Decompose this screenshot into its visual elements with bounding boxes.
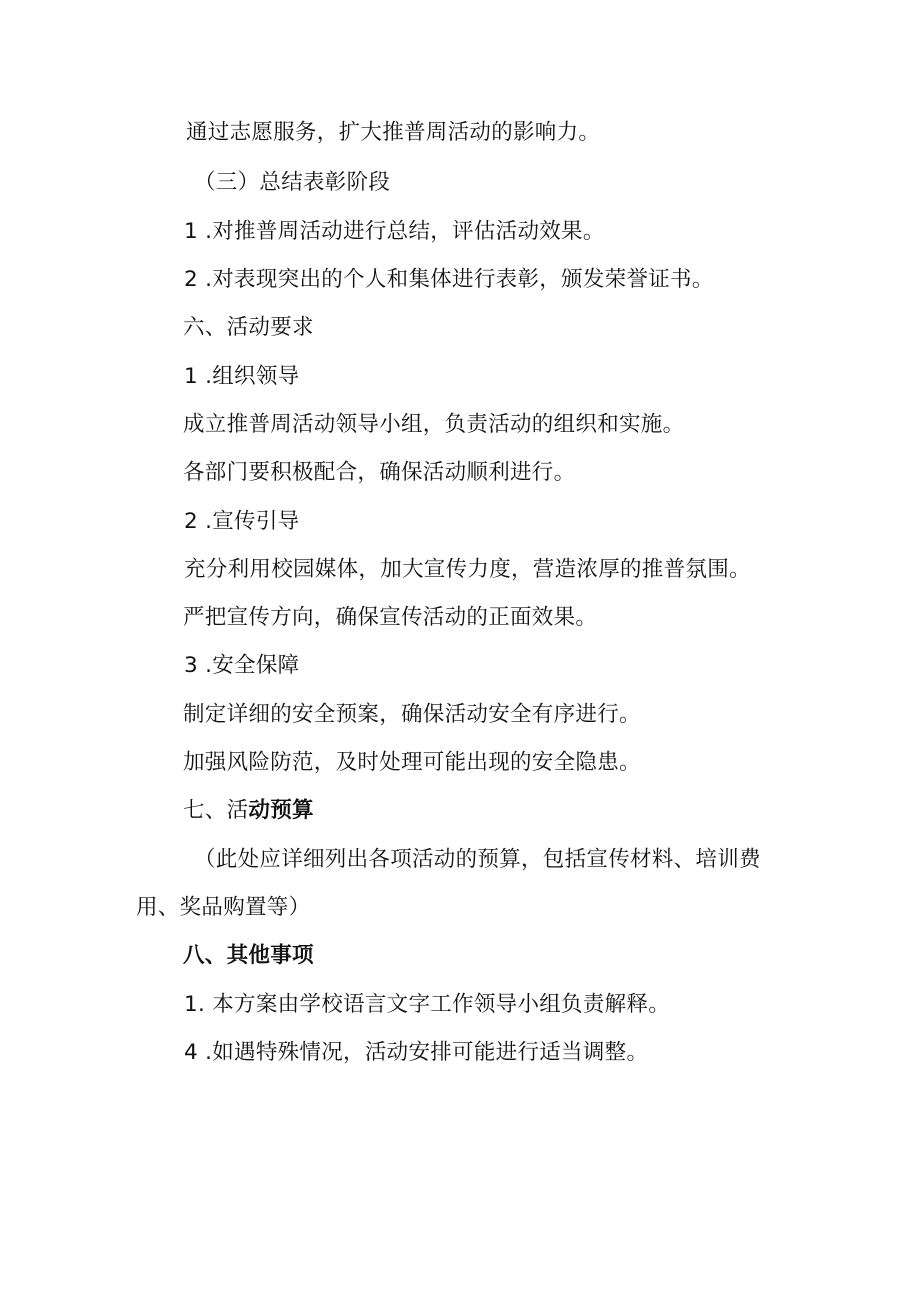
paragraph-budget-detail-cont: 用、奖品购置等） xyxy=(136,895,311,920)
paragraph-departments: 各部门要积极配合，确保活动顺利进行。 xyxy=(183,460,576,485)
heading-other-matters: 八、其他事项 xyxy=(183,943,314,968)
list-item-interpretation: 1. 本方案由学校语言文字工作领导小组负责解释。 xyxy=(184,992,671,1017)
heading-budget-part2: 动预算 xyxy=(248,798,314,823)
paragraph-budget-detail: （此处应详细列出各项活动的预算，包括宣传材料、培训费 xyxy=(194,847,761,872)
paragraph-publicity-direction: 严把宣传方向，确保宣传活动的正面效果。 xyxy=(183,605,598,630)
heading-activity-requirements: 六、活动要求 xyxy=(183,315,314,340)
heading-budget xyxy=(183,796,314,826)
subheading-organization: 1 .组织领导 xyxy=(184,364,300,389)
heading-summary-stage: （三）总结表彰阶段 xyxy=(194,170,391,195)
paragraph-risk-prevention: 加强风险防范，及时处理可能出现的安全隐患。 xyxy=(183,750,641,775)
paragraph-leadership-group: 成立推普周活动领导小组，负责活动的组织和实施。 xyxy=(183,412,685,437)
subheading-publicity: 2 .宣传引导 xyxy=(184,509,300,534)
heading-budget-part1: 七、活 xyxy=(183,798,249,823)
paragraph-volunteer-service: 通过志愿服务，扩大推普周活动的影响力。 xyxy=(186,120,601,145)
list-item-adjustment: 4 .如遇特殊情况，活动安排可能进行适当调整。 xyxy=(184,1040,649,1065)
list-item-summarize: 1 .对推普周活动进行总结，评估活动效果。 xyxy=(184,219,605,244)
paragraph-safety-plan: 制定详细的安全预案，确保活动安全有序进行。 xyxy=(183,702,641,727)
list-item-commend: 2 .对表现突出的个人和集体进行表彰，颁发荣誉证书。 xyxy=(184,267,714,292)
subheading-safety: 3 .安全保障 xyxy=(184,653,300,678)
paragraph-media: 充分利用校园媒体，加大宣传力度，营造浓厚的推普氛围。 xyxy=(184,557,751,582)
